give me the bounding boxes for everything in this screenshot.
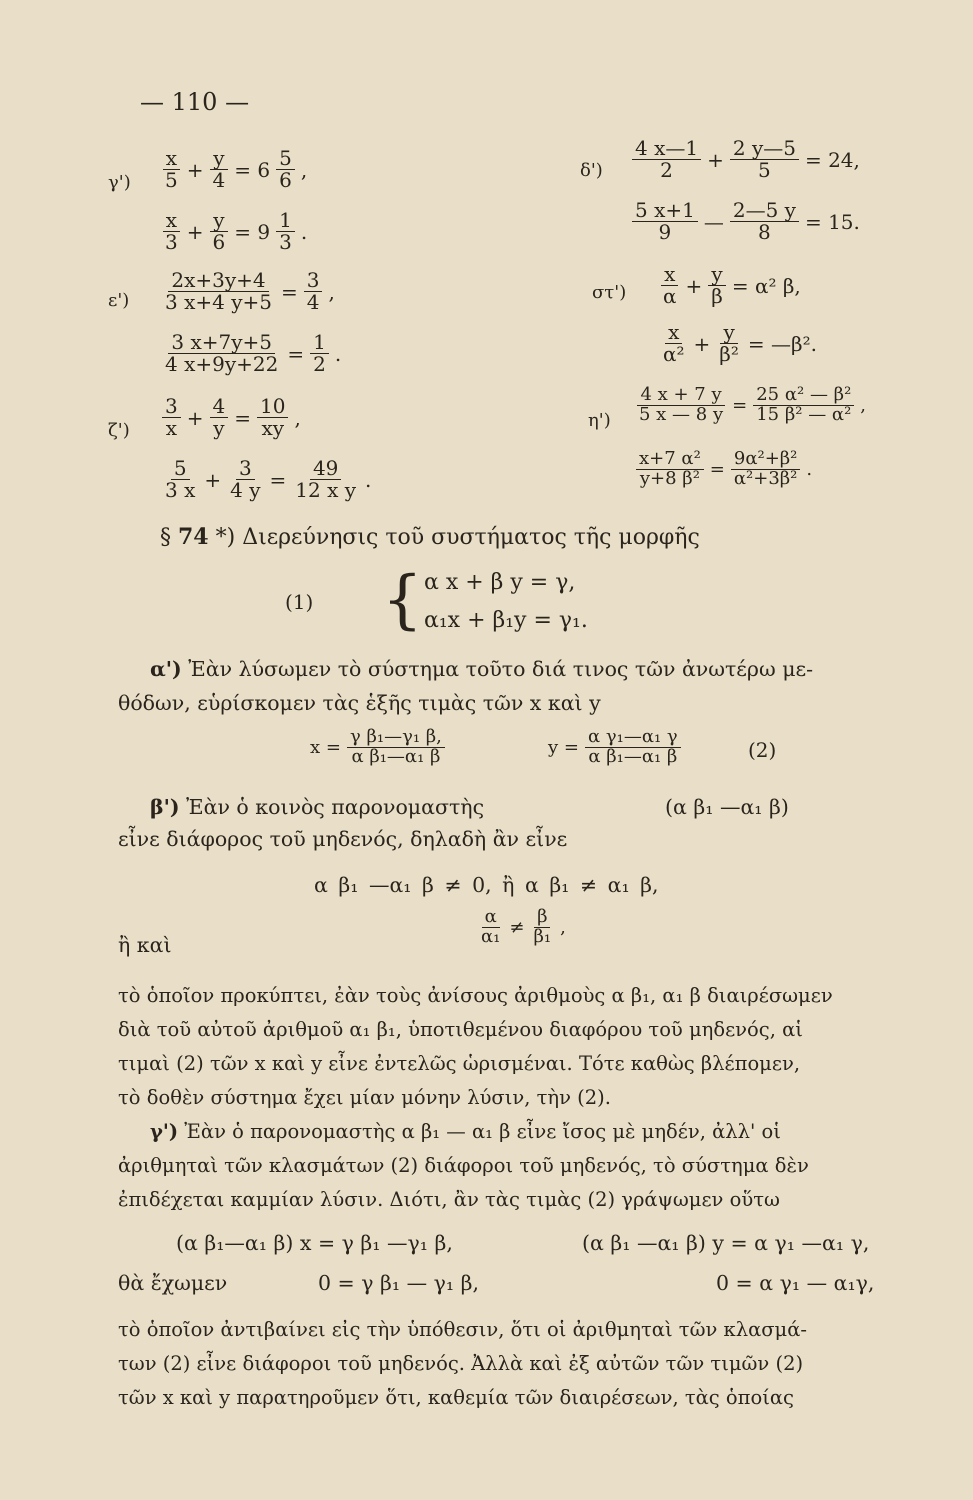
equation-c-right-1: (α β₁ —α₁ β) y = α γ₁ —α₁ γ, [582, 1231, 870, 1255]
exercise-label-epsilon: ε') [108, 290, 130, 311]
equation-stigma-1: $\frac{x}{\alpha}$ + $\frac{y}{\beta}$ = α² β, [663, 262, 801, 308]
paragraph-a-line-2: θόδων, εὑρίσκομεν τὰς ἑξῆς τιμὰς τῶν x καὶ y [118, 691, 601, 715]
page-number: — 110 — [140, 88, 250, 116]
paragraph-b-line-2: εἶνε διάφορος τοῦ μηδενός, δηλαδὴ ἂν εἶνε [118, 827, 568, 851]
paragraph-b-cont-line-2: διὰ τοῦ αὐτοῦ ἀριθμοῦ α₁ β₁, ὑποτιθεμένου διαφόρου τοῦ μηδενός, αἱ [118, 1018, 803, 1041]
equation-delta-2: $\frac{5 x+1}{9}$ — $\frac{2—5 y}{8}$ = 15. [632, 200, 860, 243]
paragraph-b-line-1: β') Ἐὰν ὁ κοινὸς παρονομαστὴς [150, 795, 485, 819]
paragraph-c-line-2: ἀριθμηταὶ τῶν κλασμάτων (2) διάφοροι τοῦ μηδενός, τὸ σύστημα δὲν [118, 1154, 809, 1177]
equation-epsilon-2: $\frac{3 x+7y+5}{4 x+9y+22}$ = $\frac{1}{2}$ . [165, 330, 342, 376]
equation-gamma-2: $\frac{x}{3}$ + $\frac{y}{6}$ = 9 $\frac{1}{3}$ . [162, 210, 307, 253]
equation-zeta-2: $\frac{5}{3 x}$ + $\frac{3}{4 y}$ = $\frac{49}{\text{12 x y}}$ . [165, 456, 372, 502]
system-brace: { [382, 563, 423, 637]
equation-eta-1: $\frac{4 x + 7 y}{5 x — 8 y}$ = $\frac{\text{25 α² — β²}}{\text{15 β² — α²}}$ , [639, 384, 867, 425]
paragraph-b-or-also: ἢ καὶ [118, 933, 172, 957]
equation-zeta-1: $\frac{3}{x}$ + $\frac{4}{y}$ = $\frac{10}{xy}$ , [162, 396, 301, 439]
equation-c-left-1: (α β₁—α₁ β) x = γ β₁ —γ₁ β, [176, 1231, 453, 1255]
equation-gamma-1: $\frac{x}{5}$ + $\frac{y}{4}$ = 6 $\frac{5}{6}$ , [162, 148, 307, 191]
equation-stigma-2: $\frac{x}{\text{α²}}$ + $\frac{y}{\text{β²}}$ = —β². [663, 320, 817, 366]
section-title: *) Διερεύνησις τοῦ συστήματος τῆς μορφῆς [215, 525, 700, 550]
paragraph-b-cont-line-3: τιμαὶ (2) τῶν x καὶ y εἶνε ἐντελῶς ὡρισμέναι. Τότε καθὼς βλέπομεν, [118, 1052, 801, 1075]
exercise-label-stigma: στ') [592, 282, 627, 303]
paragraph-b-marker: β') [150, 795, 180, 819]
solution-x: x = $\frac{\text{γ β₁—γ₁ β,}}{\text{α β₁—α₁ β}}$ [310, 728, 445, 767]
exercise-label-zeta: ζ') [108, 420, 130, 441]
paragraph-b-ratio: $\frac{\alpha}{\text{α₁}}$ ≠ $\frac{\beta}{\text{β₁}}$ , [481, 906, 566, 947]
paragraph-d-line-1: τὸ ὁποῖον ἀντιβαίνει εἰς τὴν ὑπόθεσιν, ὅτι οἱ ἀριθμηταὶ τῶν κλασμά- [118, 1318, 807, 1341]
paragraph-c-line-3: ἐπιδέχεται καμμίαν λύσιν. Διότι, ἂν τὰς τιμὰς (2) γράψωμεν οὕτω [118, 1188, 780, 1211]
paragraph-b-cont-line-1: τὸ ὁποῖον προκύπτει, ἐὰν τοὺς ἀνίσους ἀριθμοὺς α β₁, α₁ β διαιρέσωμεν [118, 984, 833, 1007]
equation-epsilon-1: $\frac{2x+3y+4}{3 x+4 y+5}$ = $\frac{3}{4}$ , [165, 268, 335, 314]
paragraph-d-line-3: τῶν x καὶ y παρατηροῦμεν ὅτι, καθεμία τῶν διαιρέσεων, τὰς ὁποίας [118, 1386, 794, 1409]
paragraph-b-cont-line-4: τὸ δοθὲν σύστημα ἔχει μίαν μόνην λύσιν, τὴν (2). [118, 1086, 611, 1109]
paragraph-c-line-1: γ') Ἐὰν ὁ παρονομαστὴς α β₁ — α₁ β εἶνε ἴσος μὲ μηδέν, ἀλλ' οἱ [150, 1120, 781, 1143]
paragraph-c-marker: γ') [150, 1120, 179, 1143]
exercise-label-eta: η') [588, 410, 611, 431]
solution-label: (2) [748, 738, 777, 762]
paragraph-d-line-2: των (2) εἶνε διάφοροι τοῦ μηδενός. Ἀλλὰ καὶ ἐξ αὐτῶν τῶν τιμῶν (2) [118, 1352, 804, 1375]
system-label: (1) [285, 590, 314, 614]
paragraph-b-expression: (α β₁ —α₁ β) [665, 795, 789, 819]
section-heading [160, 524, 700, 550]
equation-delta-1: $\frac{4 x—1}{2}$ + $\frac{2 y—5}{5}$ = 24, [632, 138, 860, 181]
system-equation-2: α₁x + β₁y = γ₁. [424, 608, 588, 633]
exercise-label-gamma: γ') [108, 172, 131, 193]
system-equation-1: α x + β y = γ, [424, 570, 576, 595]
section-symbol: § [160, 525, 171, 550]
equation-c-prefix-2: θὰ ἔχωμεν [118, 1271, 228, 1295]
solution-y: y = $\frac{\text{α γ₁—α₁ γ}}{\text{α β₁—α₁ β}}$ [548, 728, 681, 767]
paragraph-a-line-1: α') Ἐὰν λύσωμεν τὸ σύστημα τοῦτο διά τινος τῶν ἀνωτέρω με- [150, 657, 814, 681]
paragraph-a-marker: α') [150, 657, 182, 681]
equation-eta-2: $\frac{\text{x+7 α²}}{\text{y+8 β²}}$ = $\frac{\text{9α²+β²}}{\text{α²+3β²}}$ . [636, 450, 812, 489]
paragraph-b-condition: α β₁ —α₁ β ≠ 0, ἢ α β₁ ≠ α₁ β, [314, 873, 659, 897]
equation-c-left-2: 0 = γ β₁ — γ₁ β, [318, 1271, 479, 1295]
section-number: 74 [178, 524, 209, 550]
exercise-label-delta: δ') [580, 160, 603, 181]
equation-c-right-2: 0 = α γ₁ — α₁γ, [716, 1271, 875, 1295]
